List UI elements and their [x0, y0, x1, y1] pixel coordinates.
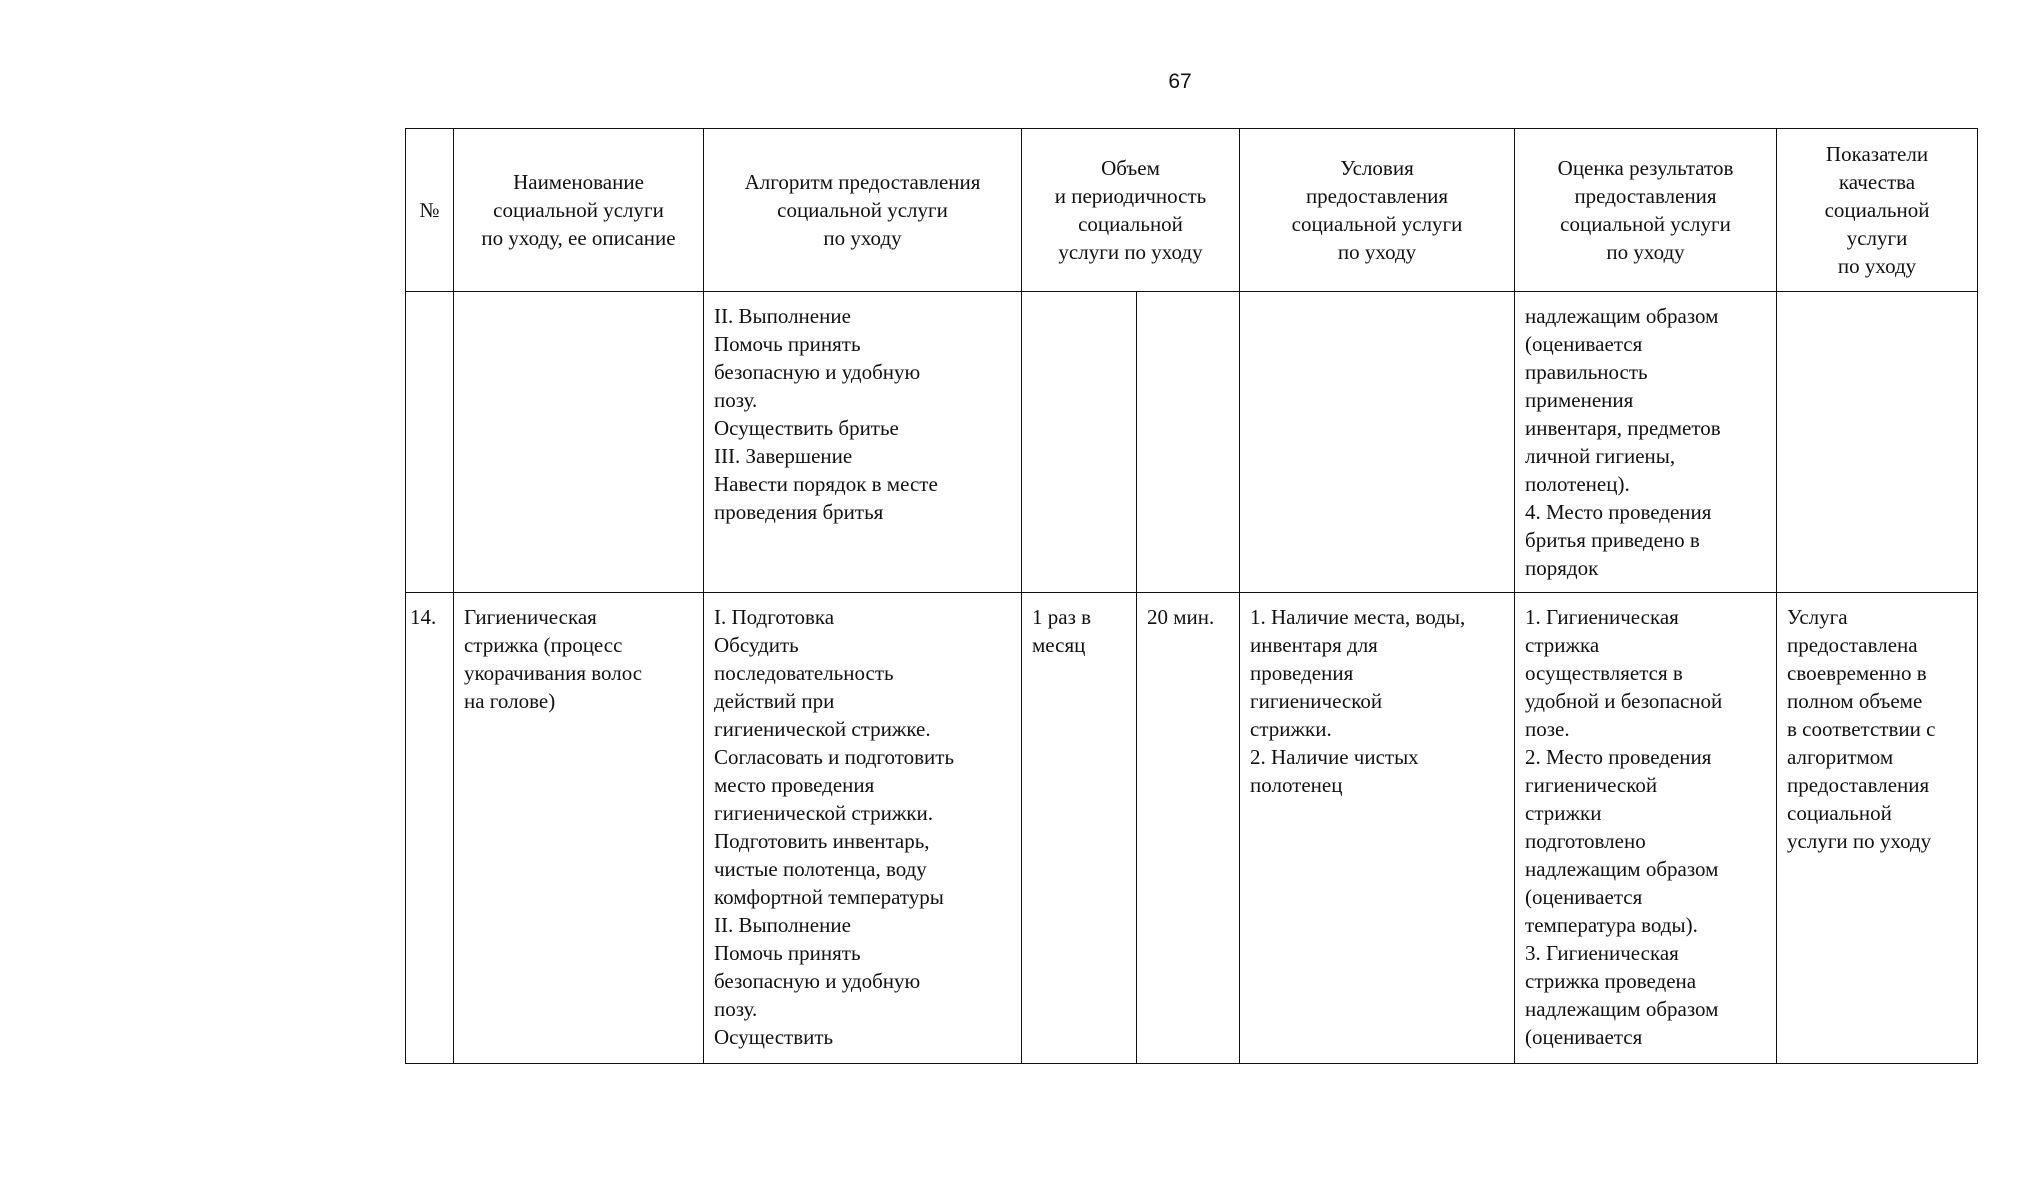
header-quality: Показатели качества социальной услуги по уходу [1777, 129, 1978, 292]
header-evaluation: Оценка результатов предоставления социальной услуги по уходу [1515, 129, 1777, 292]
algorithm-cell: I. Подготовка Обсудить последовательность действий при гигиенической стрижке. Согласовать и подготовить место проведения гигиенической стрижки. Подготовить инвентарь, чистые полотенца, воду комфортной температуры II. Выполнение Помочь принять безопасную и удобную позу. Осуществить [704, 593, 1022, 1064]
services-table [405, 128, 1978, 1064]
header-algorithm: Алгоритм предоставления социальной услуги по уходу [704, 129, 1022, 292]
quality-cell [1777, 292, 1978, 593]
frequency-cell: 1 раз в месяц [1022, 593, 1137, 1064]
conditions-cell: 1. Наличие места, воды, инвентаря для проведения гигиенической стрижки. 2. Наличие чистых полотенец [1240, 593, 1515, 1064]
row-number-cell: 14. [406, 593, 454, 1064]
duration-cell [1137, 292, 1240, 593]
header-row [406, 129, 1978, 292]
algorithm-cell: II. Выполнение Помочь принять безопасную и удобную позу. Осуществить бритье III. Завершение Навести порядок в месте проведения бритья [704, 292, 1022, 593]
frequency-cell [1022, 292, 1137, 593]
header-num: № [406, 129, 454, 292]
header-service-name: Наименование социальной услуги по уходу, ее описание [454, 129, 704, 292]
row-number-cell [406, 292, 454, 593]
evaluation-cell: 1. Гигиеническая стрижка осуществляется в удобной и безопасной позе. 2. Место проведения гигиенической стрижки подготовлено надлежащим образом (оценивается температура воды). 3. Гигиеническая стрижка проведена надлежащим образом (оценивается [1515, 593, 1777, 1064]
table-row [406, 292, 1978, 593]
service-name-cell [454, 292, 704, 593]
service-name-cell: Гигиеническая стрижка (процесс укорачивания волос на голове) [454, 593, 704, 1064]
conditions-cell [1240, 292, 1515, 593]
duration-cell: 20 мин. [1137, 593, 1240, 1064]
quality-cell: Услуга предоставлена своевременно в полном объеме в соответствии с алгоритмом предоставления социальной услуги по уходу [1777, 593, 1978, 1064]
header-conditions: Условия предоставления социальной услуги по уходу [1240, 129, 1515, 292]
header-volume-frequency: Объем и периодичность социальной услуги по уходу [1022, 129, 1240, 292]
evaluation-cell: надлежащим образом (оценивается правильность применения инвентаря, предметов личной гигиены, полотенец). 4. Место проведения бритья приведено в порядок [1515, 292, 1777, 593]
page-number: 67 [1168, 70, 1192, 93]
table-row [406, 593, 1978, 1064]
